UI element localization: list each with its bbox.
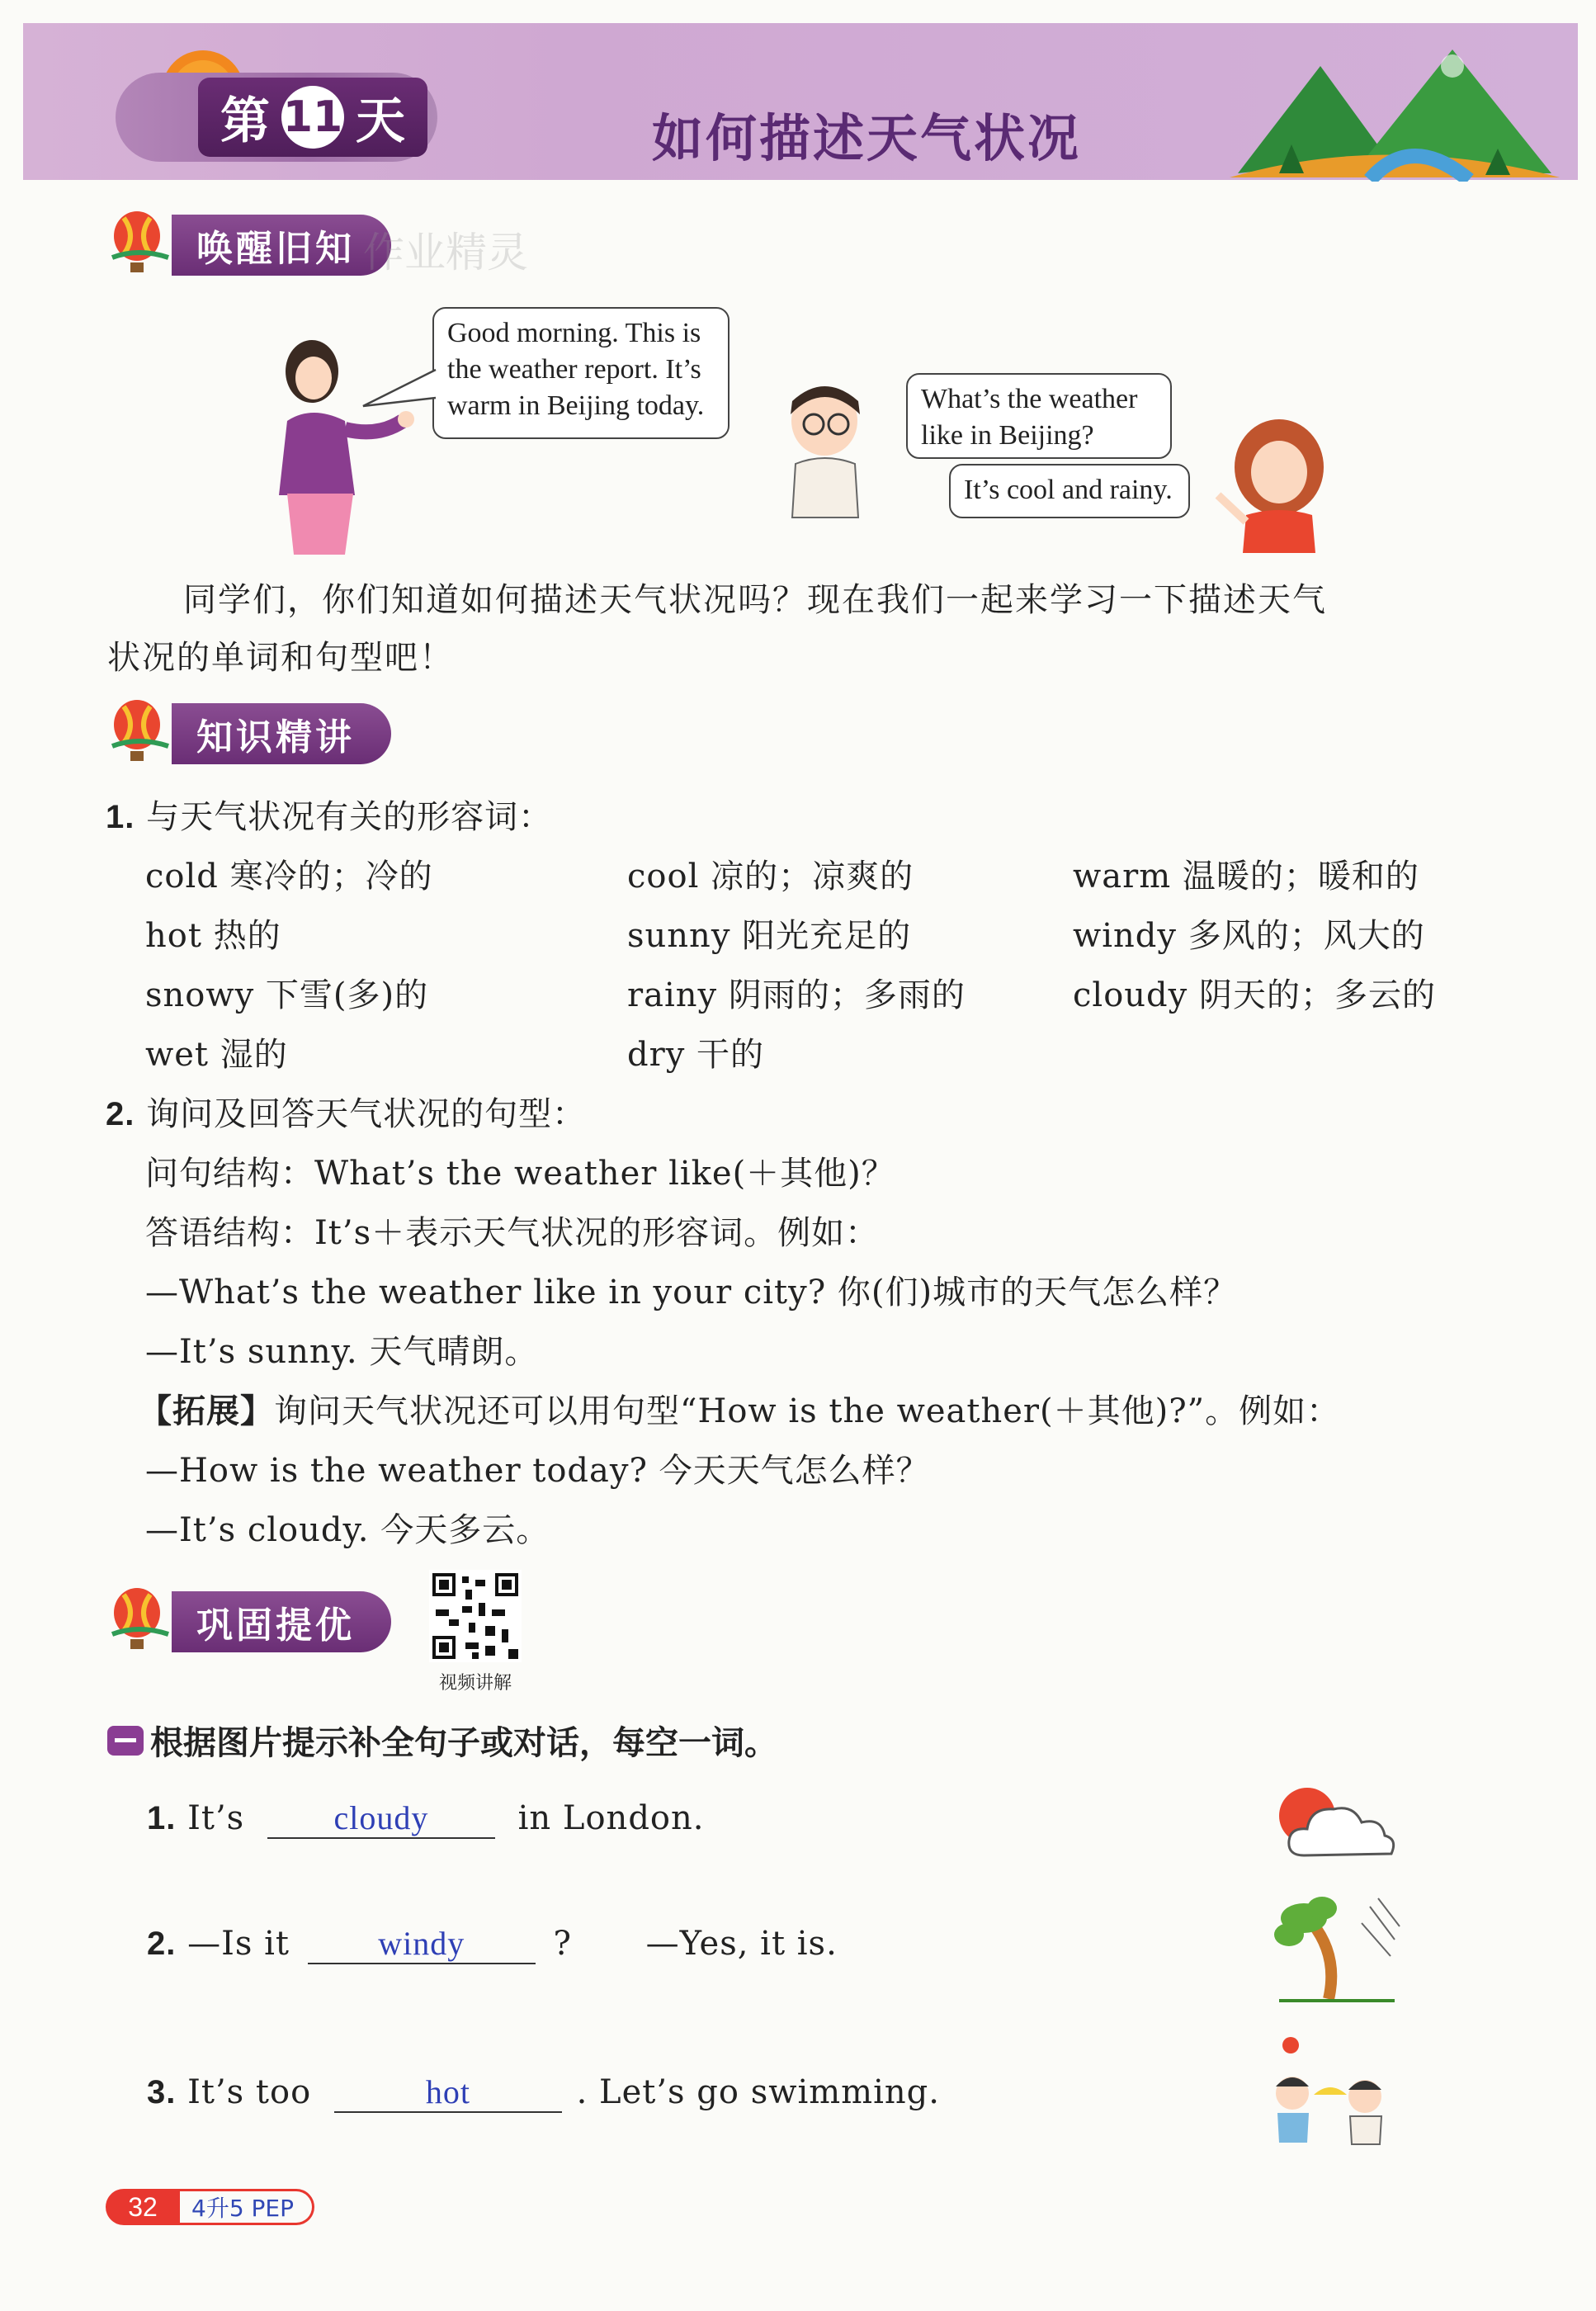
item-1-before: It’s (187, 1799, 245, 1837)
point-2-title: 询问及回答天气状况的句型： (146, 1095, 587, 1133)
page-title: 如何描述天气状况 (651, 108, 1081, 168)
reporter-speech-bubble (432, 307, 730, 439)
example-2-question: —How is the weather today? 今天天气怎么样？ (145, 1452, 930, 1490)
word-warm: warm 温暖的；暖和的 (1073, 858, 1419, 896)
item-2-answer-blank[interactable]: windy (308, 1925, 536, 1964)
girl-speech-bubble (949, 464, 1190, 518)
word-rainy: rainy 阴雨的；多雨的 (627, 976, 966, 1014)
intro-line-2: 状况的单词和句型吧！ (107, 639, 454, 677)
section-practice-label: 巩固提优 (172, 1591, 391, 1652)
point-1-number: 1. (106, 799, 135, 835)
item-3-answer-blank[interactable]: hot (334, 2073, 562, 2113)
balloon-icon (106, 1585, 172, 1659)
section-knowledge (106, 700, 391, 768)
exercise-item-2 (147, 1925, 838, 1964)
day-prefix: 第 (220, 92, 270, 150)
mountains-icon (1221, 33, 1568, 182)
answer-structure: 答语结构：It’s＋表示天气状况的形容词。例如： (145, 1214, 880, 1252)
reporter-line-1: Good morning. This is (447, 318, 701, 348)
word-snowy: snowy 下雪(多)的 (145, 976, 429, 1014)
extension-note (139, 1385, 1340, 1432)
section-warmup (106, 211, 391, 279)
exercise-item-1 (147, 1799, 704, 1839)
word-dry: dry 干的 (627, 1036, 765, 1074)
point-1-title: 与天气状况有关的形容词： (146, 798, 553, 836)
point-2-number: 2. (106, 1096, 135, 1132)
reporter-line-2: the weather report. It’s (447, 354, 701, 385)
word-cool: cool 凉的；凉爽的 (627, 858, 914, 896)
item-1-after: in London. (517, 1799, 705, 1837)
word-wet: wet 湿的 (145, 1036, 288, 1074)
word-cloudy: cloudy 阴天的；多云的 (1073, 976, 1436, 1014)
page-number: 32 (106, 2189, 180, 2225)
cloudy-weather-icon (1271, 1779, 1403, 1862)
item-3-before: It’s too (187, 2073, 312, 2111)
item-1-number: 1. (147, 1800, 177, 1836)
extension-label: 【拓展】 (139, 1392, 274, 1430)
balloon-icon (106, 697, 172, 771)
exercise-item-3 (147, 2073, 940, 2113)
boy-illustration (779, 381, 878, 522)
section-practice (106, 1588, 391, 1656)
item-1-answer-blank[interactable]: cloudy (267, 1799, 495, 1839)
reporter-line-3: warm in Beijing today. (447, 390, 705, 421)
point-1-heading (106, 791, 552, 838)
section-one-mark-icon (107, 1726, 144, 1756)
girl-line: It’s cool and rainy. (964, 475, 1173, 505)
word-windy: windy 多风的；风大的 (1073, 917, 1425, 955)
day-number: 11 (281, 86, 344, 149)
example-1-answer: —It’s sunny. 天气晴朗。 (145, 1333, 539, 1371)
day-badge (116, 73, 437, 162)
item-2-before: —Is it (187, 1925, 290, 1963)
qr-label: 视频讲解 (438, 1673, 512, 1694)
item-3-number: 3. (147, 2074, 177, 2110)
exercise-instruction: 根据图片提示补全句子或对话，每空一词。 (150, 1724, 777, 1762)
question-structure: 问句结构：What’s the weather like(＋其他)？ (145, 1155, 895, 1193)
item-3-after: . Let’s go swimming. (576, 2073, 940, 2111)
boy-line-2: like in Beijing? (921, 420, 1094, 451)
watermark: 作业精灵 (363, 229, 528, 276)
qr-code-icon[interactable] (429, 1570, 522, 1662)
item-2-number: 2. (147, 1926, 177, 1962)
bubble-tail-icon (358, 365, 441, 414)
extension-text: 询问天气状况还可以用句型“How is the weather(＋其他)?”。例如： (274, 1392, 1341, 1430)
girl-illustration (1213, 416, 1329, 556)
windy-tree-icon (1271, 1890, 1403, 2006)
intro-line-1: 同学们，你们知道如何描述天气状况吗？现在我们一起来学习一下描述天气 (183, 581, 1327, 619)
point-2-heading (106, 1088, 586, 1135)
word-cold: cold 寒冷的；冷的 (145, 858, 433, 896)
example-1-question: —What’s the weather like in your city? 你(们)城市的天气怎么样？ (145, 1274, 1238, 1311)
exercise-heading (107, 1717, 777, 1764)
day-badge-label (198, 78, 427, 157)
word-sunny: sunny 阳光充足的 (627, 917, 912, 955)
hot-weather-kids-icon (1268, 2035, 1408, 2151)
item-2-reply: —Yes, it is. (645, 1925, 838, 1963)
section-warmup-label: 唤醒旧知 (172, 215, 391, 276)
page-footer (106, 2189, 314, 2225)
boy-speech-bubble (906, 373, 1172, 459)
boy-line-1: What’s the weather (921, 384, 1138, 414)
section-knowledge-label: 知识精讲 (172, 703, 391, 764)
example-2-answer: —It’s cloudy. 今天多云。 (145, 1511, 550, 1549)
balloon-icon (106, 208, 172, 282)
word-hot: hot 热的 (145, 917, 281, 955)
day-suffix: 天 (356, 92, 405, 150)
item-2-after: ? (553, 1925, 572, 1963)
book-label: 4升5 PEP (180, 2189, 314, 2225)
